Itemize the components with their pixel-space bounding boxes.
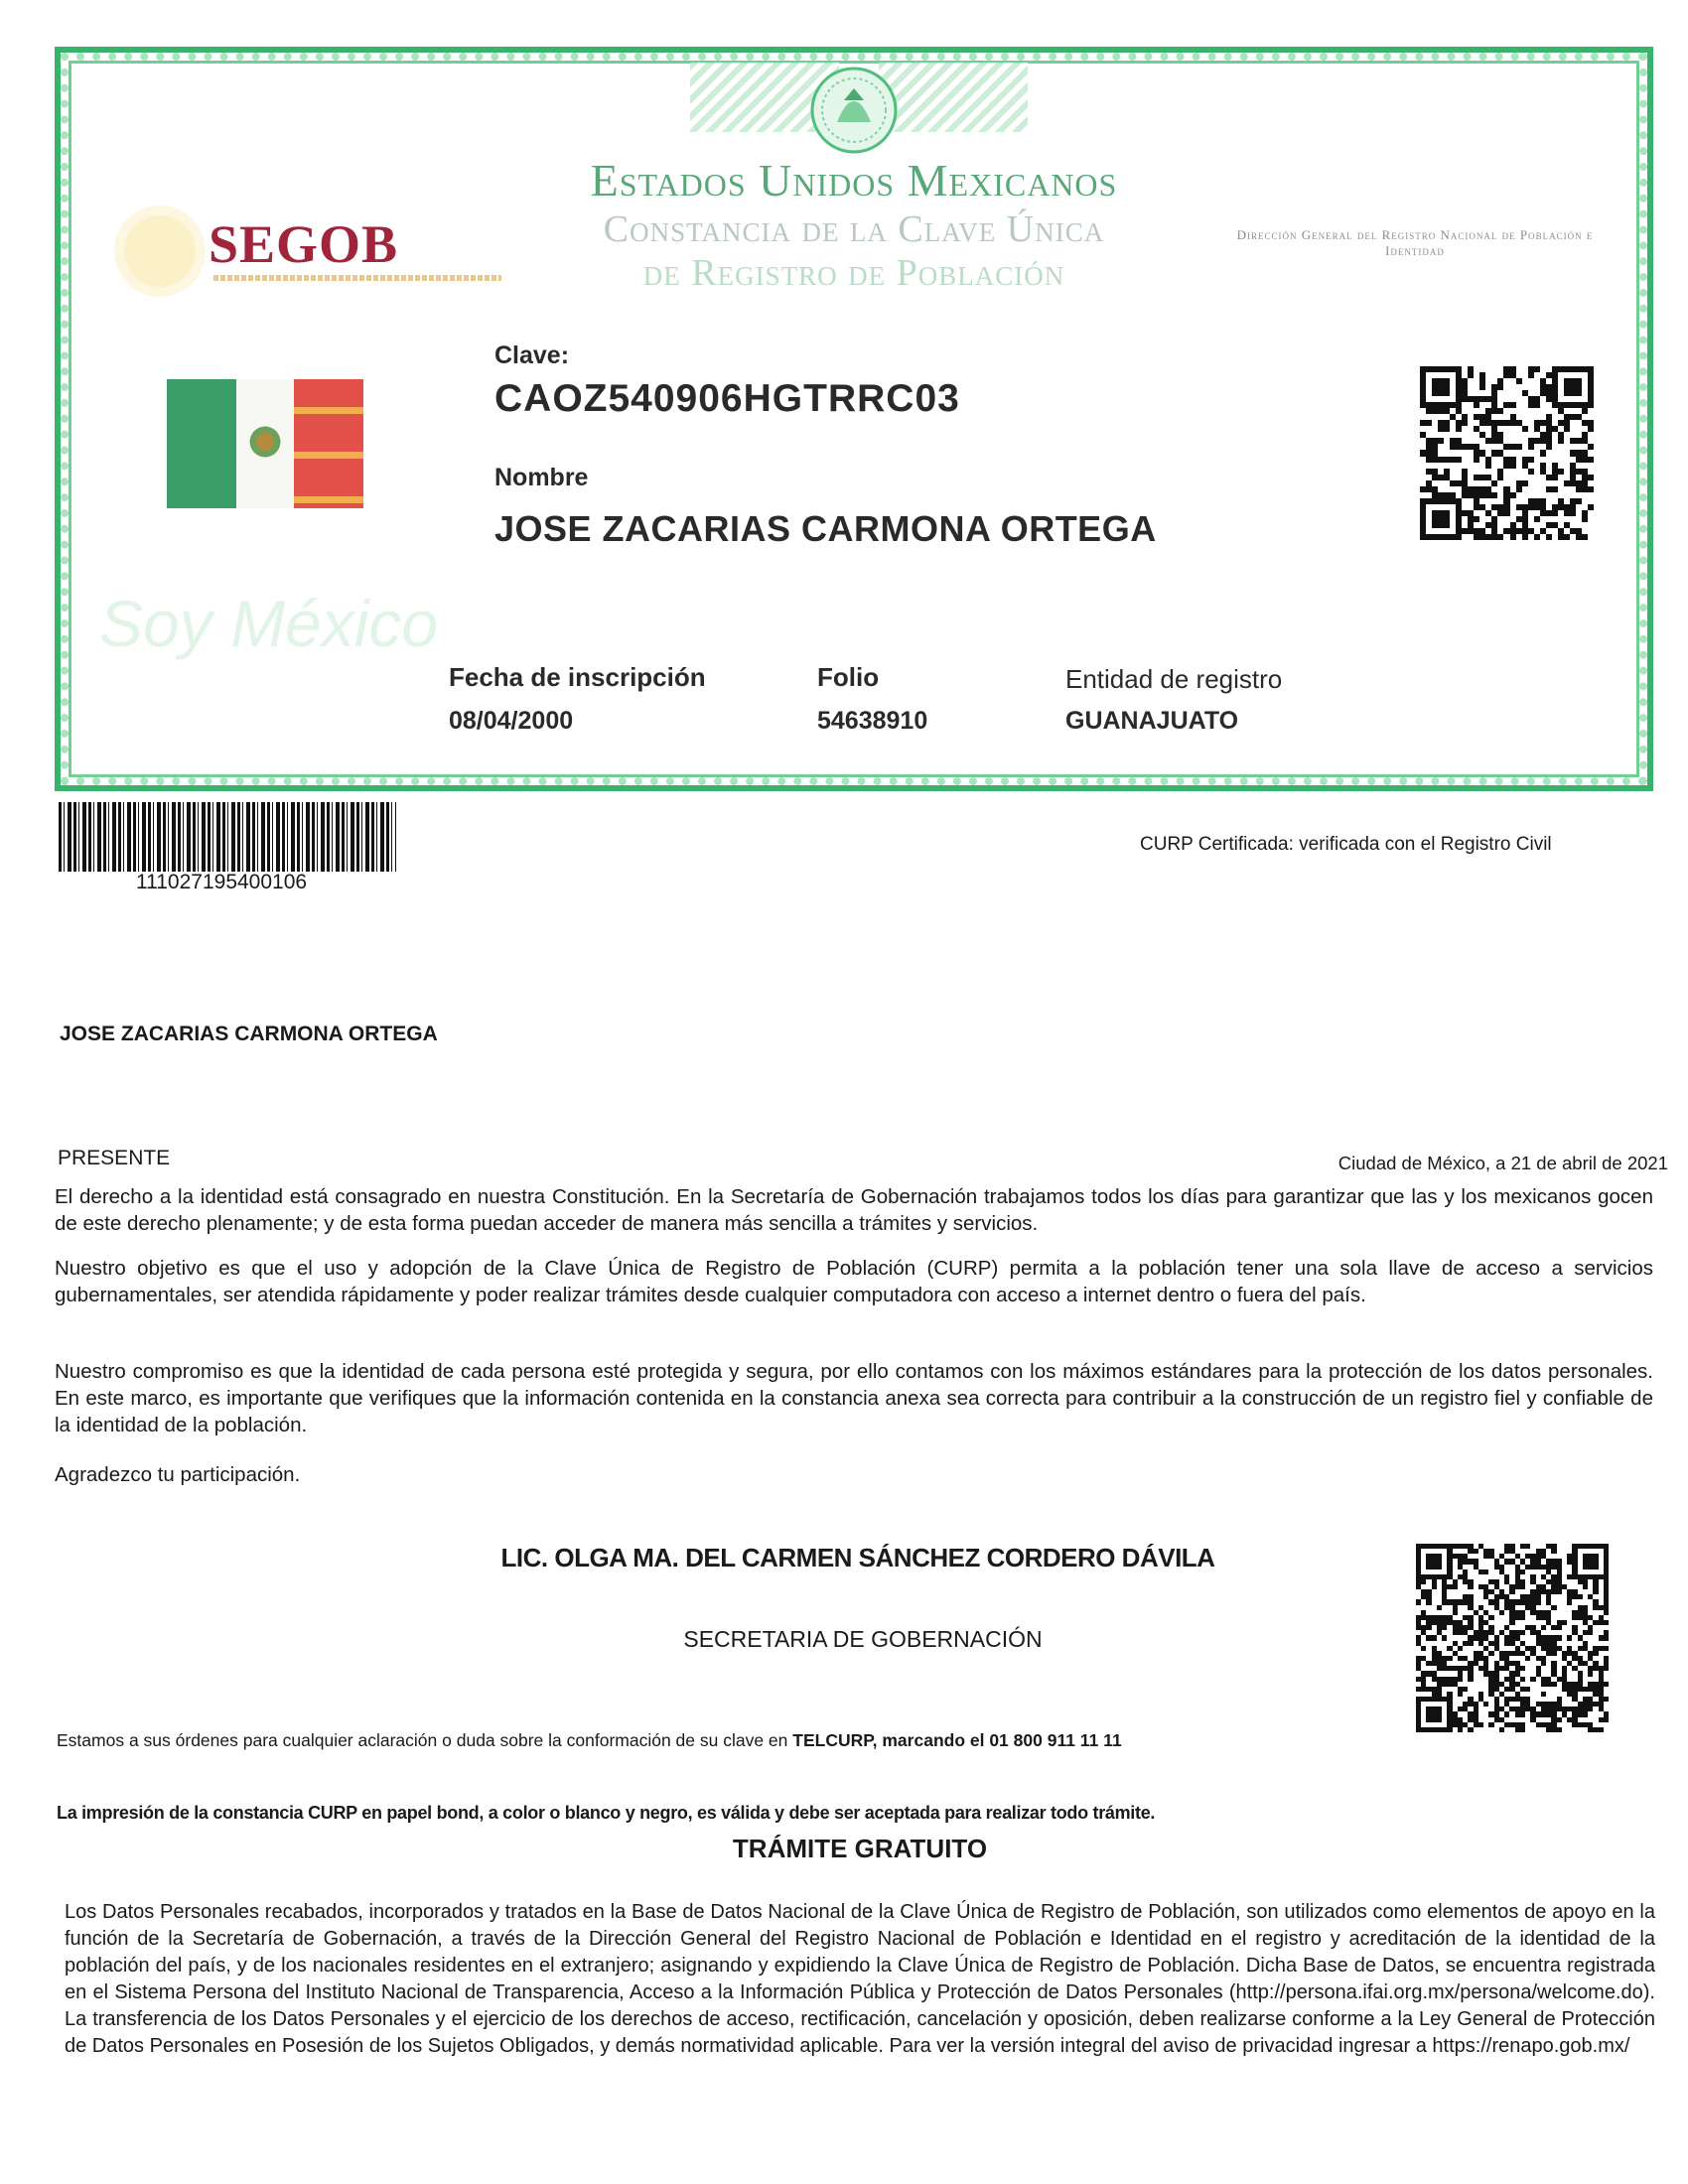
signatory-title: SECRETARIA DE GOBERNACIÓN — [683, 1626, 1043, 1652]
letter-recipient: JOSE ZACARIAS CARMONA ORTEGA — [60, 1023, 438, 1045]
segob-seal-icon — [114, 205, 206, 297]
curp-certificate — [55, 47, 1653, 791]
soy-mexico-watermark: Soy México — [99, 587, 439, 660]
clave-label: Clave: — [494, 341, 570, 369]
letter-date: Ciudad de México, a 21 de abril de 2021 — [1337, 1153, 1668, 1173]
letter-paragraph-1: El derecho a la identidad está consagrado en nuestra Constitución. En la Secretaría de Gobernación trabajamos todos los días para garantizar que las y los mexicanos gocen de este derecho plenamente; y de esta forma puedan acceder de manera más sencilla a trámites y servicios. — [55, 1185, 1653, 1235]
entidad-registro-label: Entidad de registro — [1065, 664, 1283, 694]
document-title-line1: Constancia de la Clave Única — [603, 208, 1105, 250]
folio-value: 54638910 — [817, 707, 928, 735]
curp-certificada-note: CURP Certificada: verificada con el Registro Civil — [1140, 834, 1552, 855]
directorate-name: Dirección General del Registro Nacional de Población e Identidad — [1236, 227, 1594, 258]
entidad-registro-value: GUANAJUATO — [1065, 707, 1239, 735]
folio-label: Folio — [817, 662, 880, 692]
barcode-number: 111027195400106 — [136, 871, 308, 893]
segob-logo: SEGOB — [209, 214, 399, 274]
validity-note: La impresión de la constancia CURP en papel bond, a color o blanco y negro, es válida y debe ser aceptada para realizar todo trámite. — [57, 1803, 1156, 1823]
barcode — [59, 802, 396, 872]
document-title-line2: de Registro de Población — [642, 252, 1065, 294]
fecha-inscripcion-label: Fecha de inscripción — [449, 662, 706, 692]
letter-paragraph-2: Nuestro objetivo es que el uso y adopción de la Clave Única de Registro de Población (CURP) permita a la población tener una sola llave de acceso a servicios gubernamentales, ser atendida rápidamente y poder realizar trámites desde cualquier computadora con acceso a internet dentro o fuera del país. — [55, 1257, 1653, 1306]
segob-logo-tagline — [213, 275, 501, 281]
letter-paragraph-3: Nuestro compromiso es que la identidad de cada persona esté protegida y segura, por ello contamos con los máximos estándares para la protección de los datos personales. En este marco, es importante que verifiques que la información contenida en la constancia anexa sea correcta para contribuir a la construcción de un registro fiel y confiable de la identidad de la población. — [55, 1360, 1653, 1436]
national-coat-of-arms-icon — [799, 61, 909, 160]
telcurp-phone: TELCURP, marcando el 01 800 911 11 11 — [792, 1730, 1122, 1750]
fecha-inscripcion-value: 08/04/2000 — [449, 707, 574, 735]
certificate-qr-code — [1420, 366, 1594, 540]
presente-label: PRESENTE — [58, 1147, 171, 1169]
clave-value: CAOZ540906HGTRRC03 — [494, 377, 960, 420]
signature-qr-code — [1416, 1544, 1609, 1732]
flag-emblem-icon — [247, 424, 283, 460]
contact-note — [57, 1730, 1122, 1751]
tramite-gratuito: TRÁMITE GRATUITO — [732, 1834, 988, 1863]
contact-note-text: Estamos a sus órdenes para cualquier aclaración o duda sobre la conformación de su clave en — [57, 1730, 793, 1750]
country-title: Estados Unidos Mexicanos — [590, 155, 1118, 205]
nombre-value: JOSE ZACARIAS CARMONA ORTEGA — [494, 508, 1157, 549]
flag-green-band — [167, 379, 236, 508]
nombre-label: Nombre — [494, 464, 589, 491]
signatory-name: LIC. OLGA MA. DEL CARMEN SÁNCHEZ CORDERO DÁVILA — [500, 1543, 1215, 1572]
letter-closing: Agradezco tu participación. — [55, 1463, 301, 1486]
flag-red-band — [294, 379, 363, 508]
privacy-notice: Los Datos Personales recabados, incorporados y tratados en la Base de Datos Nacional de la Clave Única de Registro de Población, son utilizados como elementos de apoyo en la función de la Secretaría de Gobernación, a través de la Dirección General del Registro Nacional de Población e Identidad en el registro y acreditación de la identidad de la población del país, y de los nacionales residentes en el extranjero; asignando y expidiendo la Clave Única de Registro de Población. Dicha Base de Datos, se encuentra registrada en el Sistema Persona del Instituto Nacional de Transparencia, Acceso a la Información Pública y Protección de Datos Personales (http://persona.ifai.org.mx/persona/welcome.do). La transferencia de los Datos Personales y el ejercicio de los derechos de acceso, rectificación, cancelación y oposición, deben realizarse conforme a la Ley General de Protección de Datos Personales en Posesión de los Sujetos Obligados, y demás normatividad aplicable. Para ver la versión integral del aviso de privacidad ingresar a https://renapo.gob.mx/ — [65, 1901, 1655, 2057]
